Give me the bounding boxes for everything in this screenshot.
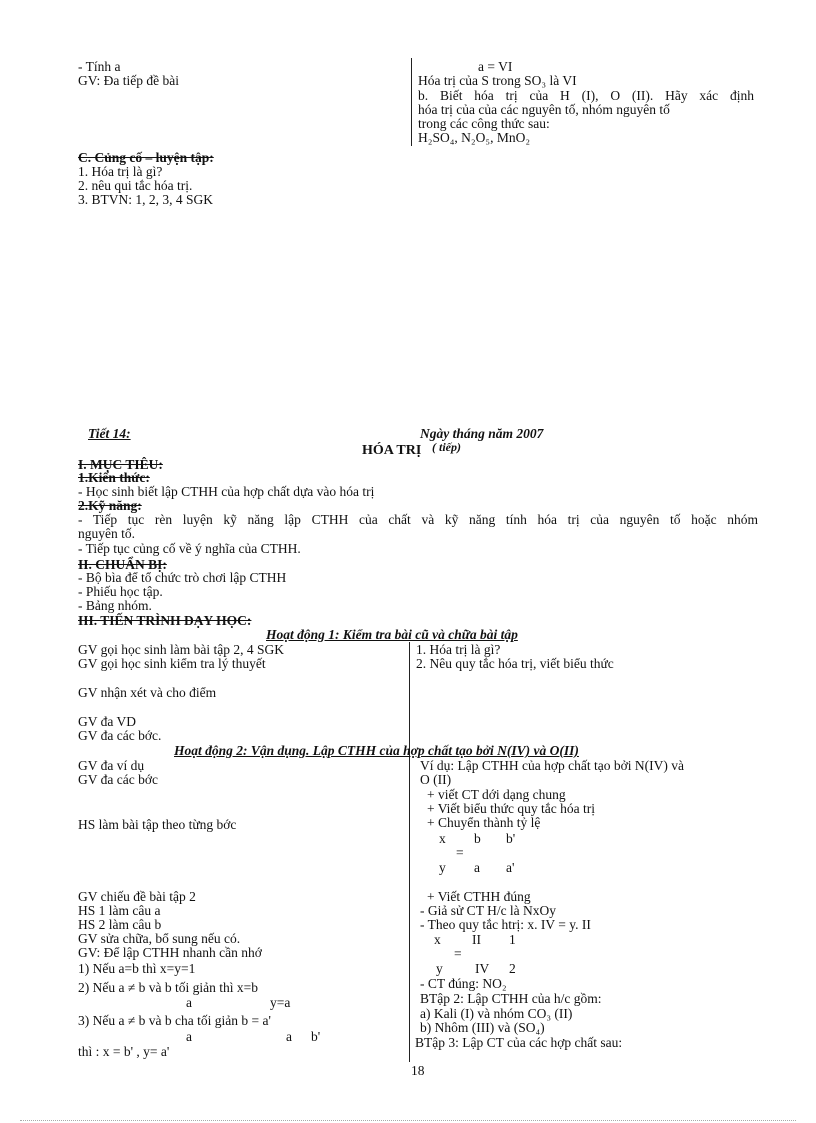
- prep-heading: II. CHUẨN BỊ:: [78, 557, 167, 572]
- top-right-line-6: H₂SO₄, N₂O₅, MnO₂: [418, 130, 531, 145]
- page-bottom-border: [20, 1120, 796, 1121]
- activity2-right-1: Ví dụ: Lập CTHH của hợp chất tạo bởi N(IV) và: [420, 758, 684, 773]
- table-column-divider: [409, 642, 410, 1062]
- lesson-title: HÓA TRỊ: [362, 443, 422, 458]
- activity2-right-4: + Viết biểu thức quy tắc hóa trị: [427, 801, 595, 816]
- formula1-a: a: [474, 860, 480, 875]
- activity2-left-9: 1) Nếu a=b thì x=y=1: [78, 961, 196, 976]
- process-heading: III. TIẾN TRÌNH DẠY HỌC:: [78, 613, 252, 628]
- activity2-right-10: BTập 2: Lập CTHH của h/c gồm:: [420, 991, 602, 1006]
- prep-item-2: - Phiếu học tập.: [78, 584, 163, 599]
- activity2-left-10b-y: y=a: [270, 995, 291, 1010]
- activity2-left-11b-a2: a: [286, 1029, 292, 1044]
- activity2-left-7: GV sửa chữa, bổ sung nếu có.: [78, 931, 241, 946]
- top-left-line-1: - Tính a: [78, 59, 121, 74]
- knowledge-text: - Học sinh biết lập CTHH của hợp chất dựa vào hóa trị: [78, 484, 375, 499]
- top-right-line-4: hóa trị của của các nguyên tố, nhóm nguyên tố: [418, 102, 670, 117]
- activity2-right-7: - Giả sử CT H/c là NxOy: [420, 903, 557, 918]
- formula2-equals: =: [454, 946, 462, 961]
- consolidate-heading: C. Củng cố – luyện tập:: [78, 150, 214, 165]
- activity1-heading: Hoạt động 1: Kiểm tra bài cũ và chữa bài tập: [266, 627, 518, 642]
- activity2-left-5: HS 1 làm câu a: [78, 903, 161, 918]
- formula2-y: y: [436, 961, 443, 976]
- activity1-left-2: GV gọi học sinh kiểm tra lý thuyết: [78, 656, 266, 671]
- skills-text-2: - Tiếp tục củng cố về ý nghĩa của CTHH.: [78, 541, 301, 556]
- prep-item-1: - Bộ bìa để tổ chức trò chơi lập CTHH: [78, 570, 287, 585]
- consolidate-item-2: 2. nêu qui tắc hóa trị.: [78, 178, 193, 193]
- skills-heading: 2.Kỹ năng:: [78, 498, 142, 513]
- lesson-date: Ngày tháng năm 2007: [420, 426, 544, 441]
- skills-text-1b: nguyên tố.: [78, 526, 135, 541]
- formula1-a-prime: a': [506, 860, 515, 875]
- activity1-left-3: GV nhận xét và cho điểm: [78, 685, 217, 700]
- activity1-left-4: GV đa VD: [78, 714, 137, 729]
- consolidate-item-1: 1. Hóa trị là gì?: [78, 164, 163, 179]
- formula1-equals: =: [456, 845, 464, 860]
- activity2-left-4: GV chiếu đề bài tập 2: [78, 889, 196, 904]
- lesson-title-suffix: ( tiếp): [432, 440, 461, 454]
- activity2-left-1: GV đa ví dụ: [78, 758, 145, 773]
- activity2-left-8: GV: Để lập CTHH nhanh cần nhớ: [78, 945, 262, 960]
- activity2-right-9: - CT đúng: NO₂: [420, 976, 507, 991]
- knowledge-heading: 1.Kiến thức:: [78, 470, 150, 485]
- lesson-period: Tiết 14:: [88, 426, 131, 441]
- activity2-right-11: a) Kali (I) và nhóm CO₃ (II): [420, 1006, 573, 1021]
- formula1-y: y: [439, 860, 446, 875]
- formula2-2: 2: [509, 961, 516, 976]
- activity2-left-2: GV đa các bớc: [78, 772, 158, 787]
- top-left-line-2: GV: Đa tiếp đề bài: [78, 73, 179, 88]
- top-right-line-5: trong các công thức sau:: [418, 116, 550, 131]
- activity2-right-6: + Viết CTHH đúng: [427, 889, 531, 904]
- formula1-b-prime: b': [506, 831, 516, 846]
- activity2-left-6: HS 2 làm câu b: [78, 917, 162, 932]
- formula2-1: 1: [509, 932, 516, 947]
- consolidate-item-3: 3. BTVN: 1, 2, 3, 4 SGK: [78, 192, 214, 207]
- activity2-left-10: 2) Nếu a ≠ b và b tối giản thì x=b: [78, 980, 258, 995]
- activity2-left-3: HS làm bài tập theo từng bớc: [78, 817, 237, 832]
- formula1-b: b: [474, 831, 481, 846]
- formula1-x: x: [439, 831, 446, 846]
- activity2-left-11b-a1: a: [186, 1029, 192, 1044]
- activity2-right-3: + viết CT dới dạng chung: [427, 787, 566, 802]
- top-right-line-3: b. Biết hóa trị của H (I), O (II). Hãy xác định: [418, 88, 754, 103]
- activity2-left-11b-b: b': [311, 1029, 321, 1044]
- activity1-left-5: GV đa các bớc.: [78, 728, 162, 743]
- activity1-right-2: 2. Nêu quy tắc hóa trị, viết biểu thức: [416, 656, 614, 671]
- column-divider: [411, 58, 412, 146]
- activity1-left-1: GV gọi học sinh làm bài tập 2, 4 SGK: [78, 642, 284, 657]
- activity2-right-12: b) Nhôm (III) và (SO₄): [420, 1020, 545, 1035]
- activity1-right-1: 1. Hóa trị là gì?: [416, 642, 501, 657]
- activity2-right-13: BTập 3: Lập CT của các hợp chất sau:: [415, 1035, 623, 1050]
- activity2-left-10b-a: a: [186, 995, 192, 1010]
- skills-text-1a: - Tiếp tục rèn luyện kỹ năng lập CTHH của chất và kỹ năng tính hóa trị của nguyên tố hoặc nhóm: [78, 512, 758, 527]
- top-right-line-2: Hóa trị của S trong SO₃ là VI: [418, 73, 577, 88]
- formula2-IV: IV: [475, 961, 490, 976]
- activity2-heading: Hoạt động 2: Vận dụng. Lập CTHH của hợp chất tạo bởi N(IV) và O(II): [174, 743, 579, 758]
- activity2-left-11: 3) Nếu a ≠ b và b cha tối giản b = a': [78, 1013, 271, 1028]
- formula2-II: II: [472, 932, 481, 947]
- prep-item-3: - Bảng nhóm.: [78, 598, 152, 613]
- activity2-right-2: O (II): [420, 772, 452, 787]
- formula2-x: x: [434, 932, 441, 947]
- activity2-right-8: - Theo quy tắc htrị: x. IV = y. II: [420, 917, 591, 932]
- top-right-line-1: a = VI: [478, 59, 513, 74]
- activity2-left-12: thì : x = b' , y= a': [78, 1044, 170, 1059]
- activity2-right-5: + Chuyển thành tỷ lệ: [427, 815, 541, 830]
- page-number: 18: [411, 1063, 425, 1078]
- objectives-heading: I. MỤC TIÊU:: [78, 457, 163, 472]
